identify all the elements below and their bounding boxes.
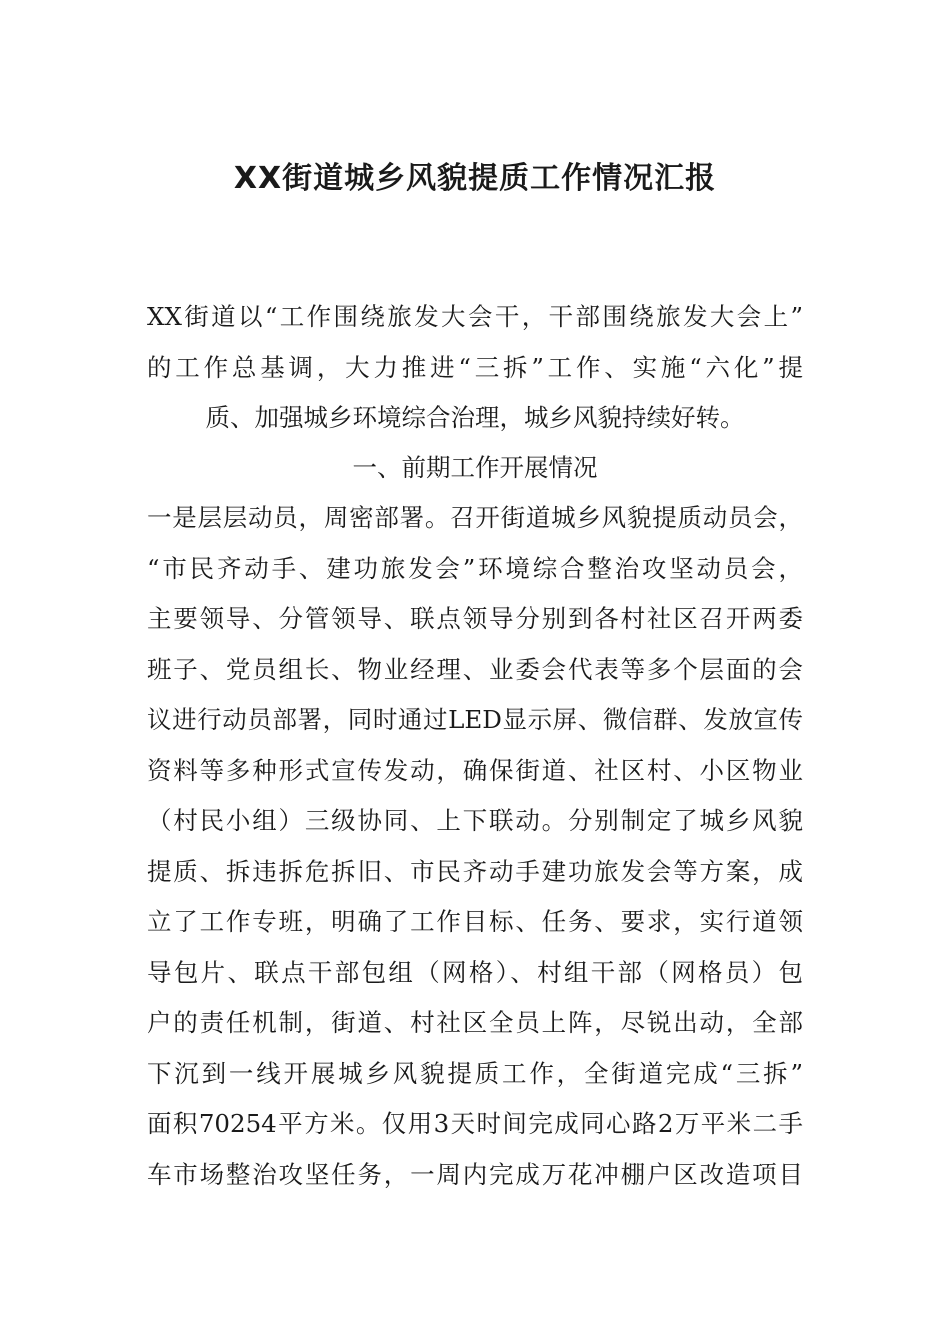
paragraph-line: 户的责任机制，街道、村社区全员上阵，尽锐出动，全部 xyxy=(147,1008,803,1037)
paragraph-line: 主要领导、分管领导、联点领导分别到各村社区召开两委 xyxy=(147,604,803,633)
paragraph-line: 议进行动员部署，同时通过LED显示屏、微信群、发放宣传 xyxy=(147,705,803,734)
paragraph-line: 资料等多种形式宣传发动，确保街道、社区村、小区物业 xyxy=(147,755,803,785)
intro-line: 的工作总基调，大力推进“三拆”工作、实施“六化”提 xyxy=(147,352,803,382)
intro-line: XX街道以“工作围绕旅发大会干，干部围绕旅发大会上” xyxy=(147,302,803,331)
paragraph-line: 下沉到一线开展城乡风貌提质工作，全街道完成“三拆” xyxy=(147,1058,803,1088)
paragraph-line: “市民齐动手、建功旅发会”环境综合整治攻坚动员会， xyxy=(147,553,803,583)
body-paragraph xyxy=(147,493,803,1200)
paragraph-line: 一是层层动员，周密部署。召开街道城乡风貌提质动员会， xyxy=(147,503,803,532)
section-heading xyxy=(147,443,803,494)
paragraph-line: 立了工作专班，明确了工作目标、任务、要求，实行道领 xyxy=(147,907,803,936)
paragraph-line: 导包片、联点干部包组（网格）、村组干部（网格员）包 xyxy=(147,957,803,987)
section-heading-text: 一、前期工作开展情况 xyxy=(352,453,598,482)
paragraph-line: （村民小组）三级协同、上下联动。分别制定了城乡风貌 xyxy=(147,806,803,835)
document-title: XX街道城乡风貌提质工作情况汇报 xyxy=(233,161,717,196)
intro-line: 质、加强城乡环境综合治理，城乡风貌持续好转。 xyxy=(205,403,745,432)
intro-paragraph xyxy=(147,292,803,444)
paragraph-line: 面积70254平方米。仅用3天时间完成同心路2万平米二手 xyxy=(147,1109,803,1138)
paragraph-line: 班子、党员组长、物业经理、业委会代表等多个层面的会 xyxy=(147,654,803,684)
paragraph-line: 车市场整治攻坚任务，一周内完成万花冲棚户区改造项目 xyxy=(147,1159,803,1189)
paragraph-line: 提质、拆违拆危拆旧、市民齐动手建功旅发会等方案，成 xyxy=(147,856,803,886)
